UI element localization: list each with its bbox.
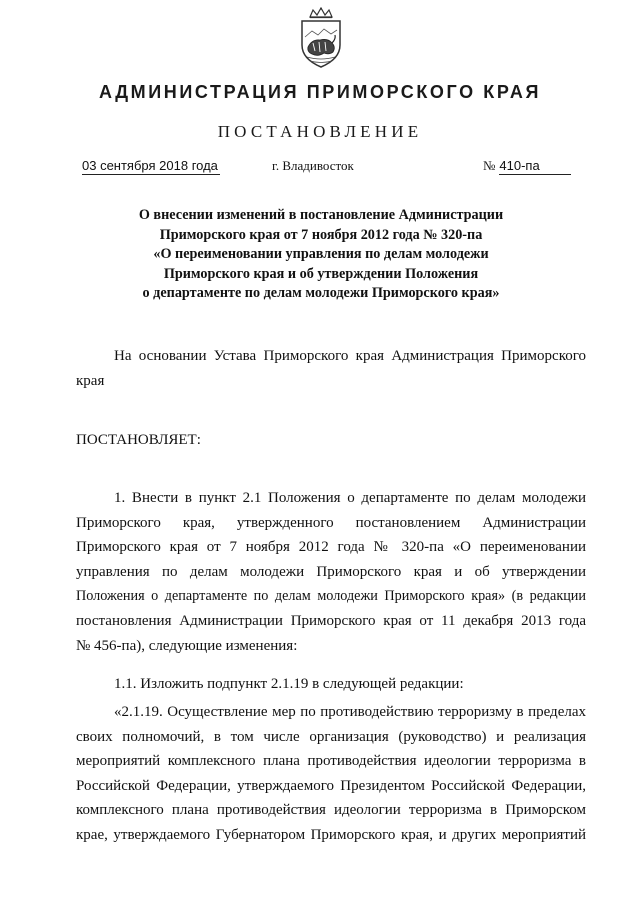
title-line: «О переименовании управления по делам молодежи bbox=[153, 246, 489, 262]
title-line: Приморского края от 7 ноября 2012 года № 320-па bbox=[159, 226, 483, 243]
text-line: Приморского края от 7 ноября 2012 года № 320-па «О переименовании bbox=[76, 539, 586, 556]
text-line: Положения о департаменте по делам молодежи Приморского края» (в редакции bbox=[76, 588, 586, 605]
item-1-paragraph bbox=[76, 486, 586, 658]
text-line: комплексного плана противодействия идеологии терроризма в Приморском bbox=[76, 802, 586, 819]
document-city: г. Владивосток bbox=[272, 158, 354, 173]
text-line: своих полномочий, в том числе организация (руководство) и реализация bbox=[76, 728, 586, 745]
organization-name: АДМИНИСТРАЦИЯ ПРИМОРСКОГО КРАЯ bbox=[98, 82, 542, 102]
text-line: На основании Устава Приморского края Администрация Приморского bbox=[114, 348, 586, 364]
number-sign: № bbox=[483, 158, 496, 173]
text-line: 1.1. Изложить подпункт 2.1.19 в следующей редакции: bbox=[114, 676, 464, 692]
text-line: Приморского края, утвержденного постановлением Администрации bbox=[76, 514, 586, 531]
text-line: постановления Администрации Приморского края от 11 декабря 2013 года bbox=[76, 612, 586, 629]
document-date: 03 сентября 2018 года bbox=[82, 158, 218, 173]
title-line: о департаменте по делам молодежи Приморского края» bbox=[142, 285, 500, 301]
item-1-1-paragraph bbox=[76, 672, 586, 697]
text-line: № 456-па), следующие изменения: bbox=[76, 637, 298, 654]
text-line: крае, утверждаемого Губернатором Приморского края, и других мероприятий bbox=[76, 826, 586, 843]
text-line: мероприятий комплексного плана противодействия идеологии терроризма в bbox=[76, 753, 586, 770]
document-title bbox=[90, 206, 552, 304]
number-value: 410-па bbox=[499, 158, 571, 175]
title-line: О внесении изменений в постановление Администрации bbox=[138, 207, 504, 223]
resolves-heading: ПОСТАНОВЛЯЕТ: bbox=[76, 432, 201, 448]
basis-paragraph bbox=[76, 344, 586, 393]
item-2-1-19-paragraph bbox=[76, 700, 586, 848]
text-line: 1. Внести в пункт 2.1 Положения о департаменте по делам молодежи bbox=[114, 490, 586, 506]
document-type: ПОСТАНОВЛЕНИЕ bbox=[217, 122, 423, 141]
text-line: «2.1.19. Осуществление мер по противодействию терроризму в пределах bbox=[114, 704, 586, 720]
text-line: управления по делам молодежи Приморского края и об утверждении bbox=[76, 563, 586, 580]
text-line: Российской Федерации, утверждаемого Президентом Российской Федерации, bbox=[76, 777, 586, 794]
text-line: края bbox=[76, 372, 105, 389]
title-line: Приморского края и об утверждении Положения bbox=[163, 265, 479, 282]
coat-of-arms-icon bbox=[296, 7, 346, 69]
document-number bbox=[483, 158, 571, 175]
